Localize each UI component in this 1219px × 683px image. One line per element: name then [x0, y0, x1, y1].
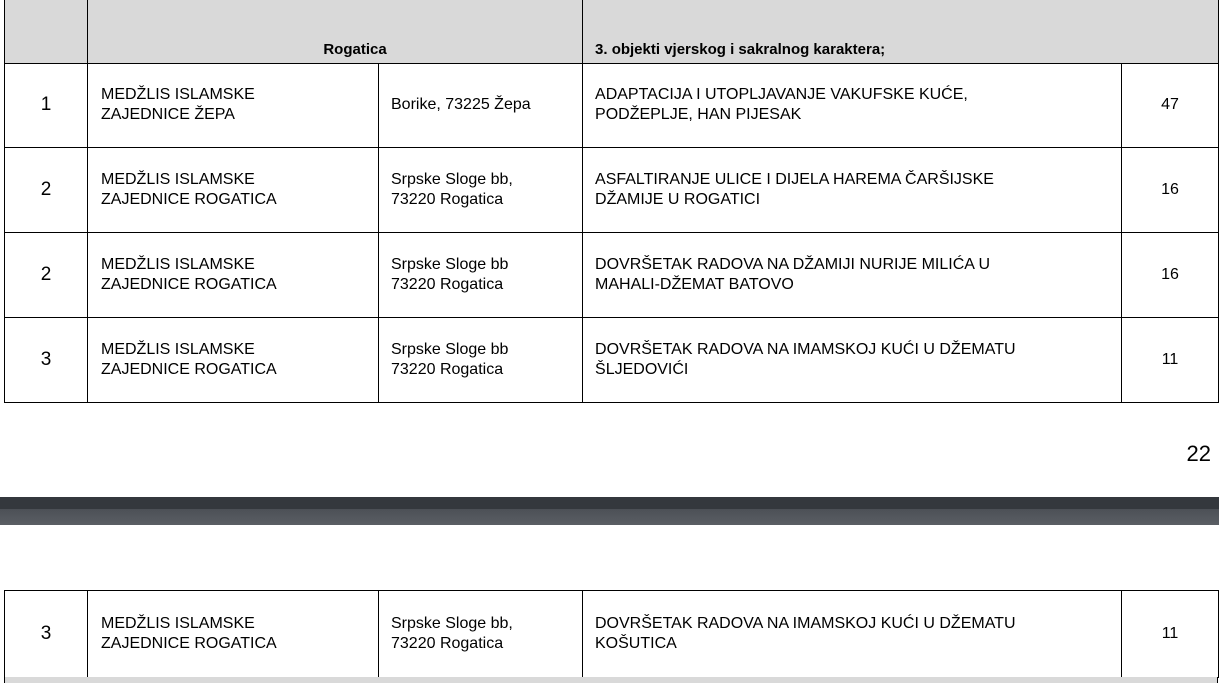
project-cell — [583, 232, 1122, 317]
organization-line: MEDŽLIS ISLAMSKE — [101, 255, 255, 273]
project-line: ASFALTIRANJE ULICE I DIJELA HAREMA ČARŠIJSKE — [595, 170, 994, 188]
organization-cell — [88, 317, 379, 402]
organization-line: MEDŽLIS ISLAMSKE — [101, 615, 255, 632]
amount-cell: 11 — [1122, 591, 1219, 678]
project-cell — [583, 591, 1122, 678]
address-line: Srpske Sloge bb, — [391, 615, 513, 632]
page-number: 22 — [1186, 441, 1211, 466]
grant-table-continued — [4, 590, 1219, 678]
project-line: DOVRŠETAK RADOVA NA DŽAMIJI NURIJE MILIĆA U — [595, 255, 991, 273]
amount-cell: 11 — [1122, 317, 1219, 402]
project-line: DOVRŠETAK RADOVA NA IMAMSKOJ KUĆI U DŽEMATU — [595, 340, 1016, 358]
table-row — [5, 317, 1219, 402]
address-cell — [379, 63, 583, 147]
amount-cell: 16 — [1122, 232, 1219, 317]
project-line: ADAPTACIJA I UTOPLJAVANJE VAKUFSKE KUĆE, — [595, 86, 968, 103]
row-number: 2 — [5, 147, 88, 232]
table-row — [5, 63, 1219, 147]
organization-line: ZAJEDNICE ROGATICA — [101, 635, 277, 652]
address-line: 73220 Rogatica — [391, 275, 504, 293]
organization-line: ZAJEDNICE ROGATICA — [101, 190, 277, 208]
address-line: 73220 Rogatica — [391, 360, 504, 378]
project-line: DŽAMIJE U ROGATICI — [595, 190, 761, 208]
organization-line: ZAJEDNICE ROGATICA — [101, 360, 277, 378]
project-line: KOŠUTICA — [595, 635, 677, 652]
organization-line: ZAJEDNICE ROGATICA — [101, 275, 277, 293]
address-line: Borike, 73225 Žepa — [391, 96, 531, 113]
table-row — [5, 591, 1219, 678]
address-line: Srpske Sloge bb — [391, 340, 509, 358]
address-line: 73220 Rogatica — [391, 635, 504, 652]
row-number: 3 — [5, 317, 88, 402]
organization-cell — [88, 232, 379, 317]
address-line: Srpske Sloge bb, — [391, 170, 513, 188]
amount-cell: 47 — [1122, 63, 1219, 147]
next-section-header-strip — [4, 677, 1218, 683]
page-separator-shade — [0, 497, 1219, 509]
section-header-row — [5, 0, 1219, 63]
organization-line: MEDŽLIS ISLAMSKE — [101, 86, 255, 103]
table-row — [5, 232, 1219, 317]
row-number: 2 — [5, 232, 88, 317]
address-cell — [379, 147, 583, 232]
row-number: 3 — [5, 591, 88, 678]
grant-table — [4, 0, 1219, 403]
project-line: PODŽEPLJE, HAN PIJESAK — [595, 106, 802, 123]
section-category: 3. objekti vjerskog i sakralnog karaktera; — [583, 0, 1219, 63]
organization-line: MEDŽLIS ISLAMSKE — [101, 170, 255, 188]
organization-line: ZAJEDNICE ŽEPA — [101, 106, 235, 123]
project-cell — [583, 147, 1122, 232]
section-city: Rogatica — [88, 0, 583, 63]
organization-cell — [88, 591, 379, 678]
organization-line: MEDŽLIS ISLAMSKE — [101, 340, 255, 358]
address-cell — [379, 232, 583, 317]
address-cell — [379, 591, 583, 678]
project-line: MAHALI-DŽEMAT BATOVO — [595, 275, 794, 293]
address-line: Srpske Sloge bb — [391, 255, 509, 273]
row-number: 1 — [5, 63, 88, 147]
organization-cell — [88, 63, 379, 147]
project-cell — [583, 63, 1122, 147]
project-cell — [583, 317, 1122, 402]
organization-cell — [88, 147, 379, 232]
table-row — [5, 147, 1219, 232]
address-cell — [379, 317, 583, 402]
amount-cell: 16 — [1122, 147, 1219, 232]
project-line: DOVRŠETAK RADOVA NA IMAMSKOJ KUĆI U DŽEMATU — [595, 615, 1016, 632]
project-line: ŠLJEDOVIĆI — [595, 360, 689, 378]
header-blank — [5, 0, 88, 63]
address-line: 73220 Rogatica — [391, 190, 504, 208]
